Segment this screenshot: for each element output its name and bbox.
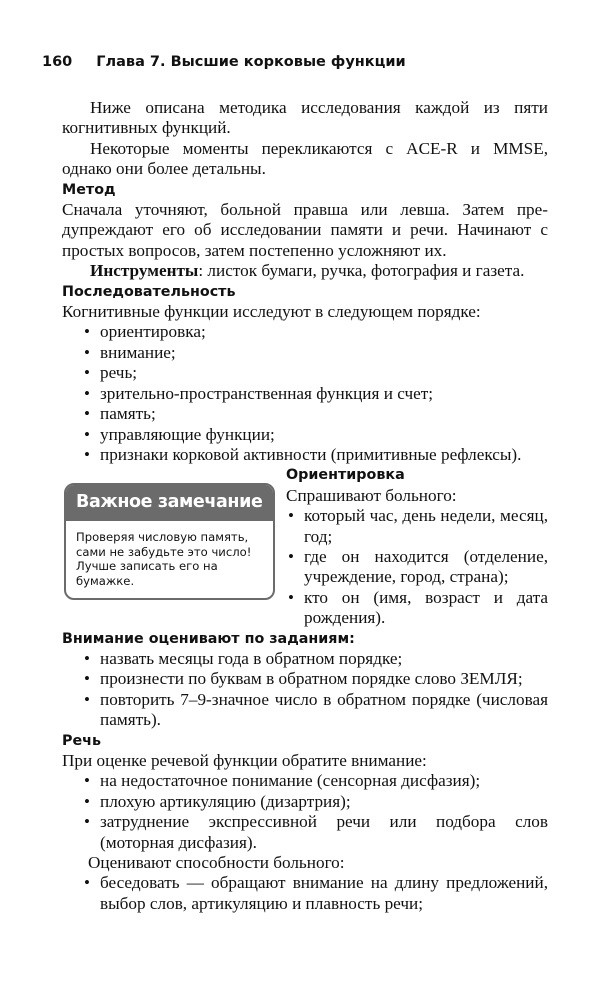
list-item: • зрительно-пространственная функция и счет; xyxy=(62,384,548,404)
sequence-list xyxy=(62,322,548,465)
page-number: 160 xyxy=(42,54,73,70)
attention-list xyxy=(62,649,548,731)
intro-paragraph-2: Некоторые моменты перекликаются с ACE-R и MMSE, однако они более детальны. xyxy=(62,138,548,179)
intro-paragraph-1: Ниже описана методика исследования каждой из пяти когнитивных функций. xyxy=(62,98,548,138)
running-head xyxy=(42,52,548,72)
orientation-row xyxy=(62,465,548,628)
tools-label: Инструменты xyxy=(90,261,199,281)
callout-text: Проверяя числовую память, сами не забудьте это число! Лучше записать его на бумажке. xyxy=(76,530,252,588)
list-item: • на недостаточное понимание (сенсорная дисфазия); xyxy=(62,771,548,791)
list-item: • внимание; xyxy=(62,343,548,363)
speech-heading: Речь xyxy=(62,732,102,749)
list-item: • беседовать — обращают внимание на длину предложений, выбор слов, артикуляцию и плавность речи; xyxy=(62,873,548,914)
list-item: • затруднение экспрессивной речи или подбора слов (моторная дисфазия). xyxy=(62,812,548,853)
tools-text: : листок бумаги, ручка, фотография и газета. xyxy=(198,261,525,281)
list-item: • плохую артикуляцию (дизартрия); xyxy=(62,792,548,812)
orientation-list xyxy=(286,506,548,628)
abilities-list xyxy=(62,873,548,914)
speech-intro: При оценке речевой функции обратите внимание: xyxy=(62,751,427,770)
list-item: • который час, день недели, месяц, год; xyxy=(286,506,548,547)
method-text: Сначала уточняют, больной правша или левша. Затем предупреждают его об исследовании памяти и речи. Начинают с простых вопросов, затем постепенно усложняют их. xyxy=(62,200,548,260)
method-heading: Метод xyxy=(62,181,116,198)
list-item: • где он находится (отделение, учреждение, город, страна); xyxy=(286,547,548,588)
attention-heading: Внимание оценивают по заданиям: xyxy=(62,630,355,647)
list-item: • признаки корковой активности (примитивные рефлексы). xyxy=(62,445,548,465)
note-callout xyxy=(64,483,275,600)
orientation-intro: Спрашивают больного: xyxy=(286,485,457,505)
list-item: • произнести по буквам в обратном порядке слово ЗЕМЛЯ; xyxy=(62,669,548,689)
orientation-column xyxy=(286,465,548,628)
sequence-heading: Последовательность xyxy=(62,283,236,300)
list-item: • ориентировка; xyxy=(62,322,548,342)
list-item: • кто он (имя, возраст и дата рождения). xyxy=(286,588,548,629)
orientation-heading: Ориентировка xyxy=(286,467,405,484)
sequence-intro: Когнитивные функции исследуют в следующем порядке: xyxy=(62,302,481,322)
list-item: • память; xyxy=(62,404,548,424)
list-item: • речь; xyxy=(62,363,548,383)
abilities-intro: Оценивают способности больного: xyxy=(88,853,345,873)
list-item: • назвать месяцы года в обратном порядке; xyxy=(62,649,548,669)
list-item: • управляющие функции; xyxy=(62,425,548,445)
chapter-title: Глава 7. Высшие корковые функции xyxy=(96,54,406,70)
callout-title: Важное замечание xyxy=(66,485,273,521)
page xyxy=(42,52,548,914)
list-item: • повторить 7–9-значное число в обратном порядке (числовая память). xyxy=(62,690,548,731)
tools-paragraph xyxy=(62,261,548,281)
speech-list xyxy=(62,771,548,853)
